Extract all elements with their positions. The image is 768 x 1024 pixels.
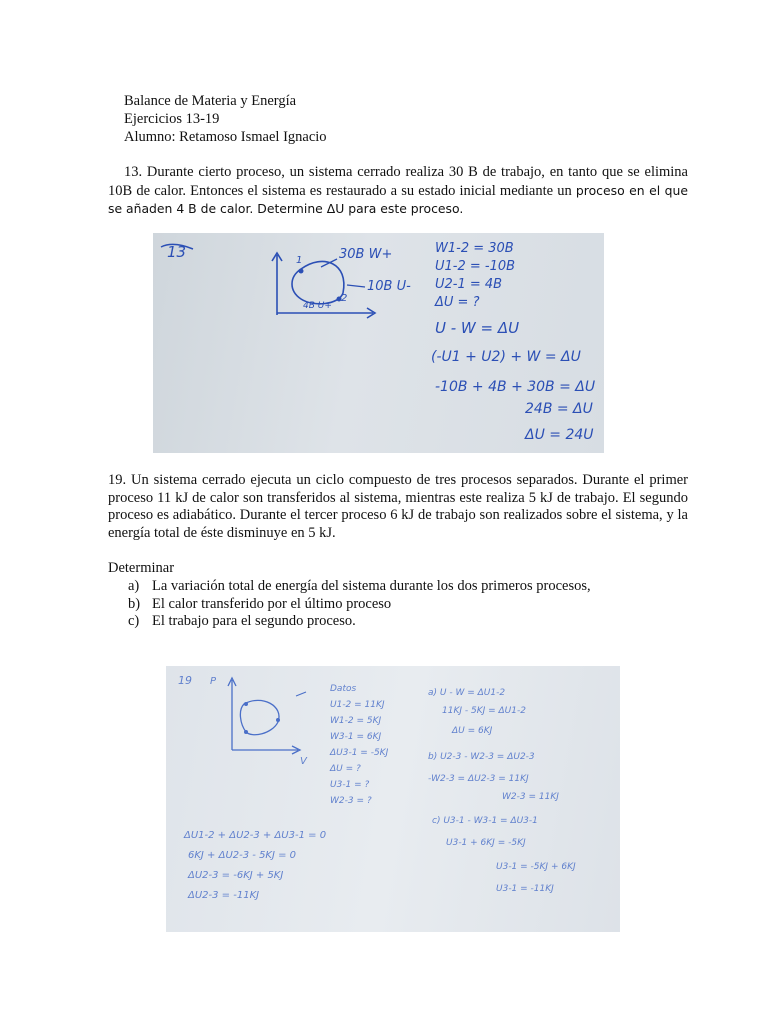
student-name: Alumno: Retamoso Ismael Ignacio	[124, 129, 327, 145]
exercise-range: Ejercicios 13-19	[124, 111, 220, 127]
hw-line: U3-1 + 6KJ = -5KJ	[446, 838, 526, 848]
question-list	[128, 578, 591, 631]
hw-line: b) U2-3 - W2-3 = ΔU2-3	[428, 752, 535, 762]
hw-line: W2-3 = ?	[330, 796, 372, 806]
hw-line: U1-2 = 11KJ	[330, 700, 385, 710]
axis-p-label: P	[210, 676, 217, 687]
state-2-label: 2	[341, 293, 348, 304]
state-1-label: 1	[296, 255, 303, 266]
eq-line: W1-2 = 30B	[435, 241, 514, 256]
hw-line: ΔU = ?	[330, 764, 361, 774]
problem-19-statement: 19. Un sistema cerrado ejecuta un ciclo compuesto de tres procesos separados. Durante el primer proceso 11 kJ de calor son transferidos al sistema, mientras este realiza 5 kJ de trabajo. El segundo proceso es adiabático. Durante el tercer proceso 6 kJ de trabajo son realizados sobre el sistema, y la energía total de éste disminuye en 5 kJ.	[108, 472, 688, 541]
problem-13-statement	[108, 164, 688, 219]
axis-v-label: V	[300, 756, 307, 767]
problem-tag-13: 13	[167, 243, 187, 261]
hw-line: W1-2 = 5KJ	[330, 716, 382, 726]
pv-diagram-13	[153, 233, 604, 453]
list-item: b) El calor transferido por el último proceso	[128, 595, 392, 612]
hw-line: ΔU3-1 = -5KJ	[330, 748, 389, 758]
problem-13-text-last: proceso en el que se añaden 4 B de calor. Determine ΔU para este proceso.	[108, 182, 688, 216]
hw-line: a) U - W = ΔU1-2	[428, 688, 506, 698]
hw-line: U3-1 = -11KJ	[496, 884, 554, 894]
heat-out-label: 10B U-	[367, 279, 411, 294]
problem-13-text: 13. Durante cierto proceso, un sistema cerrado realiza 30 B de trabajo, en tanto que se elimina 10B de calor. Entonces el sistema es restaurado a su estado inicial mediante un	[108, 164, 688, 199]
heat-in-label: 4B U+	[303, 301, 332, 311]
eq-line: (-U1 + U2) + W = ΔU	[431, 349, 581, 365]
hw-line: U3-1 = ?	[330, 780, 370, 790]
list-item: a) La variación total de energía del sistema durante los dos primeros procesos,	[128, 578, 591, 594]
problem-tag-19: 19	[178, 674, 192, 687]
eq-line: U1-2 = -10B	[435, 259, 516, 274]
hw-line: ΔU2-3 = -11KJ	[188, 890, 260, 901]
hw-line: c) U3-1 - W3-1 = ΔU3-1	[432, 816, 538, 826]
document-header	[124, 92, 327, 146]
eq-line: ΔU = ?	[435, 295, 480, 310]
determinar-heading: Determinar	[108, 560, 175, 576]
hw-line: 11KJ - 5KJ = ΔU1-2	[442, 706, 526, 716]
hw-line: ΔU = 6KJ	[452, 726, 493, 736]
eq-line: -10B + 4B + 30B = ΔU	[435, 379, 596, 395]
course-title: Balance de Materia y Energía	[124, 93, 297, 109]
hw-line: ΔU2-3 = -6KJ + 5KJ	[188, 870, 284, 881]
hw-line: -W2-3 = ΔU2-3 = 11KJ	[428, 774, 529, 784]
hw-line: W2-3 = 11KJ	[502, 792, 559, 802]
hw-line: ΔU1-2 + ΔU2-3 + ΔU3-1 = 0	[184, 830, 327, 841]
list-item: c) El trabajo para el segundo proceso.	[128, 613, 356, 629]
hw-line: 6KJ + ΔU2-3 - 5KJ = 0	[188, 850, 297, 861]
hw-line: Datos	[330, 684, 357, 694]
hw-line: U3-1 = -5KJ + 6KJ	[496, 862, 576, 872]
eq-line: 24B = ΔU	[525, 401, 593, 417]
hw-line: W3-1 = 6KJ	[330, 732, 382, 742]
eq-line: ΔU = 24U	[525, 427, 594, 443]
work-label: 30B W+	[339, 247, 393, 262]
handwritten-solution-19-photo	[166, 666, 620, 932]
eq-line: U2-1 = 4B	[435, 277, 503, 292]
handwritten-solution-13-photo	[153, 233, 604, 453]
eq-line: U - W = ΔU	[435, 319, 520, 337]
